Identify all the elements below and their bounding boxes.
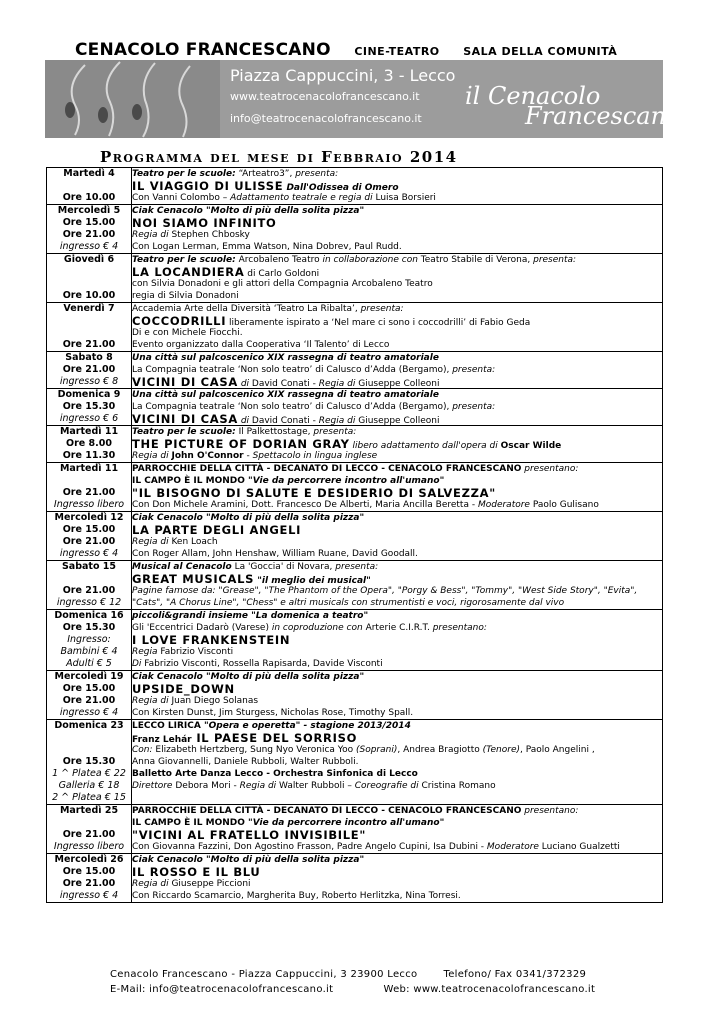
event-text: piccoli&grandi insieme "La domenica a teatro" [132, 611, 369, 621]
event-date-line: Ore 21.00 [62, 585, 116, 596]
event-content-cell [132, 303, 663, 352]
event-text: Con: [132, 745, 153, 755]
event-text: presentano: [432, 623, 487, 633]
event-title: "VICINI AL FRATELLO INVISIBILE" [132, 828, 367, 842]
event-line [132, 780, 662, 792]
event-text: Regia di [132, 451, 172, 461]
event-line [132, 315, 662, 327]
event-date-line: Ingresso libero [53, 499, 125, 510]
event-title: NOI SIAMO INFINITO [132, 216, 277, 230]
event-line [132, 634, 662, 646]
event-text: Musical al Cenacolo [132, 562, 232, 572]
event-line [132, 536, 662, 548]
event-line [132, 768, 662, 780]
event-text: "Opera e operetta" - stagione 2013/2014 [200, 721, 411, 731]
event-text: Luciano Gualzetti [538, 842, 620, 852]
event-line [132, 413, 662, 425]
event-content-cell [132, 205, 663, 254]
event-text: Con Roger Allam, John Henshaw, William Ruane, David Goodall. [132, 549, 418, 559]
event-row [47, 805, 663, 854]
event-row [47, 426, 663, 463]
logo-text: il Cenacolo [465, 82, 601, 110]
event-text: Teatro per le scuole: [132, 427, 236, 437]
event-line [132, 695, 662, 707]
event-text: , Paolo Angelini , [520, 745, 595, 755]
event-date-line: Martedì 11 [59, 463, 119, 474]
event-text: Ciak Cenacolo "Molto di più della solita pizza" [132, 206, 365, 216]
event-date-line: ingresso € 8 [59, 376, 119, 387]
event-text: La Compagnia teatrale ‘Non solo teatro’ di Calusco d’Adda (Bergamo), [132, 402, 453, 412]
event-text: Teatro Stabile di Verona, [417, 255, 534, 265]
event-text: Arterie C.I.R.T. [362, 623, 433, 633]
event-text: Fabrizio Visconti [157, 647, 234, 657]
event-date-line: Bambini € 4 [60, 646, 118, 657]
event-text: Con Giovanna Fazzini, Don Agostino Frasson, Padre Angelo Cupini, Isa Dubini - [132, 842, 487, 852]
event-date-line: Domenica 16 [54, 610, 124, 621]
event-date-line: Martedì 4 [63, 168, 115, 179]
event-content-cell [132, 610, 663, 671]
event-title: UPSIDE_DOWN [132, 682, 235, 696]
event-date-line [47, 732, 131, 744]
event-date-line: 1 ^ Platea € 22 [52, 768, 126, 779]
event-date-cell [47, 561, 132, 610]
event-date-line: ingresso € 12 [56, 597, 122, 608]
event-row [47, 854, 663, 903]
event-text: Coreografie di [354, 781, 419, 791]
event-date-line: Mercoledì 26 [54, 854, 124, 865]
event-title: COCCODRILLI [132, 314, 227, 328]
event-text: Con Kirsten Dunst, Jim Sturgess, Nicholas Rose, Timothy Spall. [132, 708, 414, 718]
event-line [132, 658, 662, 670]
event-text: Di e con Michele Fiocchi. [132, 328, 243, 338]
event-content-cell [132, 561, 663, 610]
event-text: Evento organizzato dalla Cooperativa ‘Il Talento’ di Lecco [132, 340, 390, 350]
event-text: Adattamento teatrale e regia di [230, 193, 373, 203]
event-text: Direttore [132, 781, 173, 791]
event-date-line: Martedì 11 [59, 426, 119, 437]
event-text: Ciak Cenacolo "Molto di più della solita pizza" [132, 855, 365, 865]
event-text: Dall'Odissea di Omero [283, 183, 399, 193]
event-line [132, 548, 662, 560]
event-text: Regia di [318, 379, 356, 389]
event-text: PARROCCHIE DELLA CITTÀ - DECANATO DI LECCO - CENACOLO FRANCESCANO [132, 806, 522, 816]
event-text: presenta: [360, 304, 404, 314]
event-line [132, 841, 662, 853]
event-text: PARROCCHIE DELLA CITTÀ - DECANATO DI LECCO - CENACOLO FRANCESCANO [132, 464, 522, 474]
event-text: Pagine famose da: "Grease", "The Phantom of the Opera", "Porgy & Bess", "Tommy", "West Side Story", "Evita", [132, 586, 638, 596]
event-date-line: Ingresso: [67, 634, 111, 645]
organization-name: CENACOLO FRANCESCANO [75, 40, 331, 60]
event-date-line: Ore 21.00 [62, 339, 116, 350]
event-text: LECCO LIRICA [132, 721, 201, 731]
event-content-cell [132, 389, 663, 426]
event-date-cell [47, 205, 132, 254]
event-text: presenta: [313, 427, 357, 437]
event-date-cell [47, 463, 132, 512]
event-text: di [237, 379, 250, 389]
event-line [132, 792, 662, 804]
event-text: (Tenore) [482, 745, 521, 755]
event-text: Moderatore [477, 500, 530, 510]
event-row [47, 303, 663, 352]
event-date-line: Ore 15.30 [62, 756, 116, 767]
event-text: regia di Silvia Donadoni [132, 291, 239, 301]
event-date-line [47, 180, 131, 192]
event-text: liberamente ispirato a ‘Nel mare ci sono i coccodrilli’ di Fabio Geda [226, 318, 531, 328]
event-text: presentano: [521, 806, 579, 816]
event-text: "Cats", "A Chorus Line", "Chess" e altri musicals con strumentisti e voci, rigorosamente dal vivo [132, 598, 565, 608]
event-date-cell [47, 610, 132, 671]
event-text: Regia di [318, 416, 356, 426]
event-line [132, 352, 662, 364]
event-line [132, 376, 662, 388]
event-line [132, 450, 662, 462]
event-text: Gli 'Eccentrici Dadarò (Varese) [132, 623, 269, 633]
website: www.teatrocenacolofrancescano.it [230, 90, 420, 103]
event-text: Stephen Chbosky [168, 230, 250, 240]
event-content-cell [132, 720, 663, 805]
event-date-line: Galleria € 18 [58, 780, 120, 791]
event-text: Giuseppe Colleoni [355, 416, 440, 426]
event-text: Giuseppe Colleoni [355, 379, 440, 389]
event-text: Teatro per le scuole: [132, 169, 236, 179]
event-date-line: Mercoledì 19 [54, 671, 124, 682]
event-date-line: Martedì 25 [59, 805, 119, 816]
event-text: "Vie da percorrere incontro all'umano" [244, 818, 445, 828]
event-text: Ciak Cenacolo "Molto di più della solita pizza" [132, 513, 365, 523]
event-text: Spettacolo in lingua inglese [252, 451, 378, 461]
event-title: THE PICTURE OF DORIAN GRAY [132, 437, 350, 451]
event-date-line: Ore 8.00 [66, 438, 112, 449]
event-line [132, 707, 662, 719]
event-title: IL VIAGGIO DI ULISSE [132, 179, 284, 193]
event-text: Regia di [239, 781, 277, 791]
event-content-cell [132, 463, 663, 512]
event-text: in coproduzione con [268, 623, 363, 633]
event-content-cell [132, 512, 663, 561]
sala-label: SALA DELLA COMUNITÀ [463, 45, 618, 58]
event-text: La Compagnia teatrale ‘Non solo teatro’ di Calusco d’Adda (Bergamo), [132, 365, 453, 375]
event-date-line: Venerdì 7 [63, 303, 115, 314]
footer-email: E-Mail: info@teatrocenacolofrancescano.it [110, 984, 334, 995]
event-line [132, 229, 662, 241]
event-line [132, 646, 662, 658]
event-date-line: ingresso € 4 [59, 548, 119, 559]
event-text: Fabrizio Visconti, Rossella Rapisarda, Davide Visconti [141, 659, 383, 669]
footer-web: Web: www.teatrocenacolofrancescano.it [383, 984, 596, 995]
event-title: IL PAESE DEL SORRISO [191, 731, 358, 745]
event-row [47, 352, 663, 389]
event-row [47, 512, 663, 561]
event-text: Juan Diego Solanas [168, 696, 259, 706]
event-title: "IL BISOGNO DI SALUTE E DESIDERIO DI SALVEZZA" [132, 486, 496, 500]
header-banner [45, 60, 681, 138]
event-text: “Arteatro3”, [235, 169, 296, 179]
event-text: Regia [132, 647, 158, 657]
event-date-line: ingresso € 4 [59, 707, 119, 718]
event-text: IL CAMPO È IL MONDO [132, 818, 245, 828]
event-date-line: Ore 21.00 [62, 878, 116, 889]
event-text: "il meglio dei musical" [254, 576, 371, 586]
event-line [132, 327, 662, 339]
event-row [47, 389, 663, 426]
event-date-line: ingresso € 4 [59, 241, 119, 252]
event-date-line: ingresso € 4 [59, 890, 119, 901]
event-text: La 'Goccia' di Novara, [231, 562, 336, 572]
event-text: David Conati - [249, 416, 319, 426]
event-text: Balletto Arte Danza Lecco - Orchestra Sinfonica di Lecco [132, 769, 418, 779]
page-footer [110, 967, 670, 997]
event-date-line [47, 573, 131, 585]
event-content-cell [132, 805, 663, 854]
event-date-cell [47, 352, 132, 389]
page-title: Programma del mese di Febbraio 2014 [100, 148, 458, 166]
event-text: Moderatore [486, 842, 539, 852]
event-text: Oscar Wilde [500, 441, 562, 451]
event-date-cell [47, 720, 132, 805]
event-line [132, 585, 662, 597]
event-text: Walter Rubboli – [276, 781, 355, 791]
event-date-line: Ore 15.30 [62, 401, 116, 412]
event-date-line: Ore 10.00 [62, 290, 116, 301]
event-date-line: Ore 15.00 [62, 683, 116, 694]
event-text: con Silvia Donadoni e gli attori della Compagnia Arcobaleno Teatro [132, 279, 433, 289]
event-line [132, 829, 662, 841]
event-date-line: Ore 15.00 [62, 217, 116, 228]
event-text: Ken Loach [168, 537, 218, 547]
event-text: libero adattamento dall'opera di [349, 441, 501, 451]
event-row [47, 610, 663, 671]
event-date-line: Ore 15.00 [62, 866, 116, 877]
event-row [47, 671, 663, 720]
event-text: Con Vanni Colombo – [132, 193, 231, 203]
event-line [132, 389, 662, 401]
event-text: Cristina Romano [418, 781, 496, 791]
event-line [132, 597, 662, 609]
event-date-line: Mercoledì 12 [54, 512, 124, 523]
event-line [132, 241, 662, 253]
event-text: in collaborazione con [322, 255, 418, 265]
event-text: Regia di [132, 696, 169, 706]
event-date-line [47, 817, 131, 829]
event-date-line: Domenica 23 [54, 720, 124, 731]
event-line [132, 217, 662, 229]
event-line [132, 290, 662, 302]
event-title: VICINI DI CASA [132, 412, 238, 426]
event-text: Regia di [132, 230, 169, 240]
event-content-cell [132, 426, 663, 463]
event-row [47, 463, 663, 512]
event-row [47, 254, 663, 303]
event-date-line: Ore 21.00 [62, 364, 116, 375]
event-line [132, 890, 662, 902]
event-line [132, 339, 662, 351]
event-date-line: Ore 11.30 [62, 450, 116, 461]
event-date-line [47, 475, 131, 487]
event-date-line: Giovedì 6 [63, 254, 115, 265]
event-content-cell [132, 854, 663, 903]
cine-teatro-label: CINE-TEATRO [354, 45, 440, 58]
event-date-line: Ore 21.00 [62, 536, 116, 547]
event-text: Luisa Borsieri [372, 193, 436, 203]
event-line [132, 266, 662, 278]
event-line [132, 499, 662, 511]
event-text: - [243, 451, 253, 461]
event-line [132, 610, 662, 622]
event-text: "Vie da percorrere incontro all'umano" [244, 476, 445, 486]
event-date-cell [47, 389, 132, 426]
event-row [47, 168, 663, 205]
event-date-line: Mercoledì 5 [57, 205, 121, 216]
event-line [132, 744, 662, 756]
event-text: presentano: [521, 464, 579, 474]
event-text: , Andrea Bragiotto [397, 745, 483, 755]
event-row [47, 720, 663, 805]
event-text: Regia di [132, 879, 169, 889]
event-date-line: Ore 21.00 [62, 695, 116, 706]
event-text: John O'Connor [171, 451, 244, 461]
event-text: Giuseppe Piccioni [168, 879, 251, 889]
event-content-cell [132, 671, 663, 720]
event-text: Una città sul palcoscenico XIX rassegna di teatro amatoriale [132, 353, 439, 363]
event-date-cell [47, 671, 132, 720]
event-text: (Soprani) [355, 745, 398, 755]
event-date-cell [47, 854, 132, 903]
event-title: LA PARTE DEGLI ANGELI [132, 523, 302, 537]
event-text: Ciak Cenacolo "Molto di più della solita pizza" [132, 672, 365, 682]
event-date-line: Ore 21.00 [62, 229, 116, 240]
event-row [47, 561, 663, 610]
event-text: Con Logan Lerman, Emma Watson, Nina Dobrev, Paul Rudd. [132, 242, 402, 252]
program-table [46, 167, 663, 903]
event-title: LA LOCANDIERA [132, 265, 245, 279]
event-line [132, 278, 662, 290]
event-date-line: ingresso € 6 [59, 413, 119, 424]
event-text: Di [132, 659, 142, 669]
event-date-cell [47, 254, 132, 303]
footer-address: Cenacolo Francescano - Piazza Cappuccini, 3 23900 Lecco [110, 969, 418, 980]
event-line [132, 487, 662, 499]
event-text: Franz Lehár [132, 735, 192, 745]
event-date-cell [47, 426, 132, 463]
logo-text-2: Francescano [525, 102, 681, 130]
event-date-line [47, 315, 131, 327]
event-date-line: Ingresso libero [53, 841, 125, 852]
event-title: I LOVE FRANKENSTEIN [132, 633, 291, 647]
event-text: presenta: [335, 562, 379, 572]
event-date-line [47, 266, 131, 278]
event-text: presenta: [452, 402, 496, 412]
event-line [132, 524, 662, 536]
event-content-cell [132, 254, 663, 303]
event-date-line: Sabato 8 [65, 352, 113, 363]
event-content-cell [132, 168, 663, 205]
event-date-cell [47, 805, 132, 854]
event-date-cell [47, 512, 132, 561]
event-text: di Carlo Goldoni [244, 269, 320, 279]
event-text: presenta: [295, 169, 339, 179]
event-date-line: Ore 10.00 [62, 192, 116, 203]
event-text: Il Palkettostage, [235, 427, 314, 437]
event-date-line: Ore 21.00 [62, 829, 116, 840]
event-text: Debora Mori - [172, 781, 240, 791]
event-line [132, 878, 662, 890]
event-line [132, 573, 662, 585]
event-text: presenta: [452, 365, 496, 375]
event-line [132, 683, 662, 695]
event-title: IL ROSSO E IL BLU [132, 865, 261, 879]
event-text: Paolo Gulisano [529, 500, 599, 510]
event-date-cell [47, 168, 132, 205]
event-date-line: Ore 15.00 [62, 524, 116, 535]
event-text: di [237, 416, 250, 426]
event-line [132, 866, 662, 878]
event-date-line: Ore 15.30 [62, 622, 116, 633]
event-line [132, 463, 662, 475]
event-text: Arcobaleno Teatro [235, 255, 323, 265]
event-line [132, 805, 662, 817]
event-title: GREAT MUSICALS [132, 572, 255, 586]
event-line [132, 192, 662, 204]
event-text: Teatro per le scuole: [132, 255, 236, 265]
event-date-line [47, 744, 131, 756]
event-content-cell [132, 352, 663, 389]
event-text: Con Riccardo Scamarcio, Margherita Buy, Roberto Herlitzka, Nina Torresi. [132, 891, 461, 901]
event-text: David Conati - [249, 379, 319, 389]
event-text: Una città sul palcoscenico XIX rassegna di teatro amatoriale [132, 390, 439, 400]
event-date-line: Adulti € 5 [66, 658, 112, 669]
event-text: Accademia Arte della Diversità ‘Teatro La Ribalta’, [132, 304, 361, 314]
event-text: presenta: [533, 255, 577, 265]
email: info@teatrocenacolofrancescano.it [230, 112, 422, 125]
event-row [47, 205, 663, 254]
event-date-line: Sabato 15 [61, 561, 117, 572]
event-date-line [47, 327, 131, 339]
event-date-line: Domenica 9 [57, 389, 121, 400]
event-text: Con Don Michele Aramini, Dott. Francesco De Alberti, Maria Ancilla Beretta - [132, 500, 478, 510]
event-line [132, 732, 662, 744]
event-text: Elizabeth Hertzberg, Sung Nyo Veronica Yoo [152, 745, 356, 755]
event-line [132, 438, 662, 450]
address: Piazza Cappuccini, 3 - Lecco [230, 66, 456, 85]
event-date-line: Ore 21.00 [62, 487, 116, 498]
event-date-cell [47, 303, 132, 352]
event-line [132, 756, 662, 768]
event-date-line [47, 278, 131, 290]
event-line [132, 180, 662, 192]
event-title: VICINI DI CASA [132, 375, 238, 389]
page-header [75, 40, 645, 60]
event-text: Regia di [132, 537, 169, 547]
event-text: IL CAMPO È IL MONDO [132, 476, 245, 486]
event-text: Anna Giovannelli, Daniele Rubboli, Walter Rubboli. [132, 757, 359, 767]
footer-phone: Telefono/ Fax 0341/372329 [443, 969, 587, 980]
event-date-line: 2 ^ Platea € 15 [52, 792, 126, 803]
faces-illustration [45, 60, 220, 138]
